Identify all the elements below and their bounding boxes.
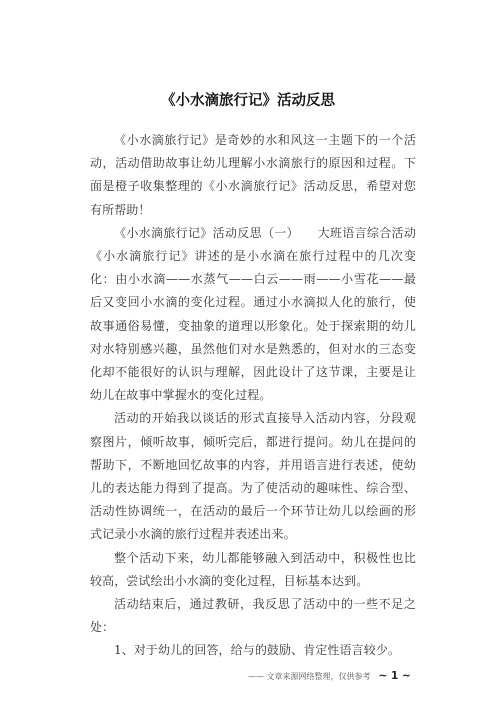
reflection-paragraph-1: 《小水滴旅行记》活动反思（一） 大班语言综合活动《小水滴旅行记》讲述的是小水滴在旅行过程中的几次变化：由小水滴——水蒸气——白云——雨——小雪花——最后又变回小水滴的变化过程。通过小水滴拟人化的旅行，使故事通俗易懂，变抽象的道理以形象化。处于探索期的幼儿对水特别感兴趣，虽然他们对水是熟悉的，但对水的三态变化却不能很好的认识与理解，因此设计了这节课，主要是让幼儿在故事中掌握水的变化过程。 — [90, 225, 416, 403]
document-body — [90, 129, 416, 663]
intro-paragraph: 《小水滴旅行记》是奇妙的水和风这一主题下的一个活动，活动借助故事让幼儿理解小水滴旅行的原因和过程。下面是橙子收集整理的《小水滴旅行记》活动反思，希望对您有所帮助！ — [90, 133, 416, 217]
reflection-paragraph-2: 活动的开始我以谈话的形式直接导入活动内容，分段观察图片，倾听故事，倾听完后，都进行提问。幼儿在提问的帮助下，不断地回忆故事的内容，并用语言进行表述，使幼儿的表达能力得到了提高。为了使活动的趣味性、综合型、活动性协调统一，在活动的最后一个环节让幼儿以绘画的形式记录小水滴的旅行过程并表述出来。 — [90, 411, 416, 542]
page-number: ~ 1 ~ — [378, 670, 411, 682]
reflection-list-item-1: 1、对于幼儿的回答，给与的鼓励、肯定性语言较少。 — [114, 643, 401, 658]
reflection-paragraph-4: 活动结束后，通过教研，我反思了活动中的一些不足之处： — [90, 597, 416, 635]
footer-source-note: —— 文章来源网络整理，仅供参考 — [248, 671, 371, 681]
document-title: 《小水滴旅行记》活动反思 — [161, 93, 335, 109]
reflection-paragraph-3: 整个活动下来，幼儿都能够融入到活动中，积极性也比较高，尝试绘出小水滴的变化过程，目标基本达到。 — [90, 550, 416, 588]
page-footer — [248, 668, 411, 684]
